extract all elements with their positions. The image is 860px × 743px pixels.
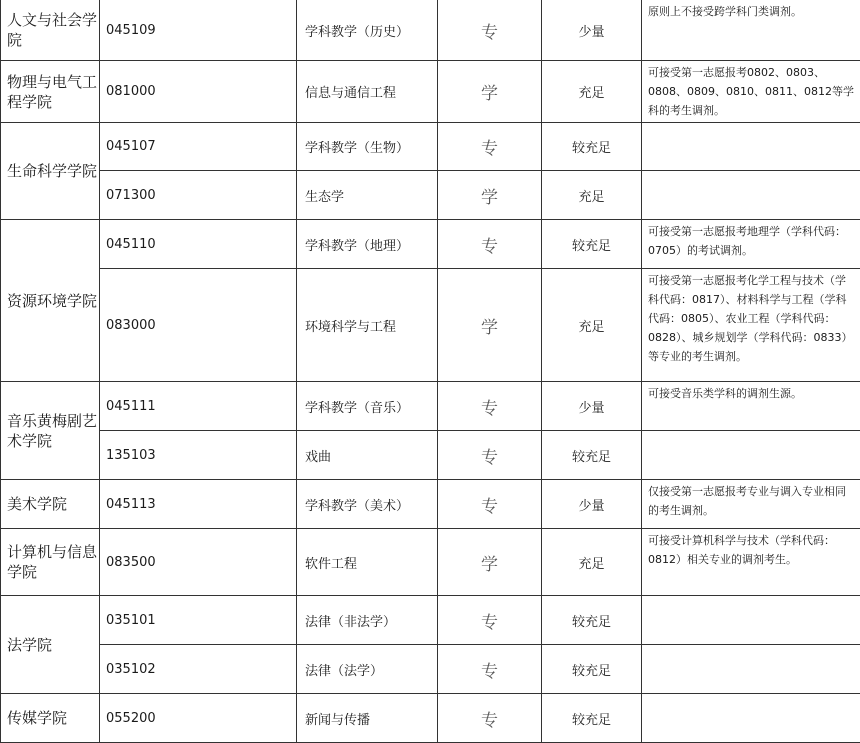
note-cell: 可接受音乐类学科的调剂生源。 (642, 382, 860, 431)
college-cell: 物理与电气工程学院 (1, 61, 100, 123)
degree-type-cell: 专 (438, 596, 542, 645)
major-cell: 信息与通信工程 (297, 61, 438, 123)
subject-code-cell: 035101 (100, 596, 297, 645)
college-cell: 美术学院 (1, 480, 100, 529)
table-row (1, 529, 860, 596)
subject-code-cell: 045107 (100, 123, 297, 171)
major-cell: 学科教学（生物） (297, 123, 438, 171)
table-row (1, 694, 860, 743)
college-cell: 计算机与信息学院 (1, 529, 100, 596)
table-row (1, 431, 860, 480)
table-row (1, 0, 860, 61)
table-row (1, 269, 860, 382)
quota-cell: 充足 (542, 61, 642, 123)
table-row (1, 596, 860, 645)
table-row (1, 61, 860, 123)
college-cell: 生命科学学院 (1, 123, 100, 220)
table-row (1, 645, 860, 694)
table-row (1, 382, 860, 431)
note-cell: 可接受计算机科学与技术（学科代码：0812）相关专业的调剂考生。 (642, 529, 860, 596)
subject-code-cell: 083000 (100, 269, 297, 382)
degree-type-cell: 学 (438, 529, 542, 596)
quota-cell: 较充足 (542, 694, 642, 743)
quota-cell: 较充足 (542, 123, 642, 171)
quota-cell: 少量 (542, 0, 642, 61)
note-cell (642, 123, 860, 171)
subject-code-cell: 055200 (100, 694, 297, 743)
major-cell: 戏曲 (297, 431, 438, 480)
college-cell: 法学院 (1, 596, 100, 694)
quota-cell: 较充足 (542, 220, 642, 269)
subject-code-cell: 045113 (100, 480, 297, 529)
note-cell (642, 431, 860, 480)
quota-cell: 较充足 (542, 596, 642, 645)
note-cell: 可接受第一志愿报考0802、0803、0808、0809、0810、0811、0812等学科的考生调剂。 (642, 61, 860, 123)
degree-type-cell: 专 (438, 431, 542, 480)
note-cell: 仅接受第一志愿报考专业与调入专业相同的考生调剂。 (642, 480, 860, 529)
college-cell: 人文与社会学院 (1, 0, 100, 61)
major-cell: 学科教学（地理） (297, 220, 438, 269)
college-cell: 资源环境学院 (1, 220, 100, 382)
college-cell: 传媒学院 (1, 694, 100, 743)
degree-type-cell: 专 (438, 0, 542, 61)
degree-type-cell: 专 (438, 123, 542, 171)
major-cell: 环境科学与工程 (297, 269, 438, 382)
subject-code-cell: 071300 (100, 171, 297, 220)
quota-cell: 充足 (542, 269, 642, 382)
degree-type-cell: 学 (438, 61, 542, 123)
major-cell: 学科教学（历史） (297, 0, 438, 61)
subject-code-cell: 045110 (100, 220, 297, 269)
major-cell: 软件工程 (297, 529, 438, 596)
subject-code-cell: 083500 (100, 529, 297, 596)
note-cell: 可接受第一志愿报考地理学（学科代码：0705）的考试调剂。 (642, 220, 860, 269)
quota-cell: 较充足 (542, 431, 642, 480)
major-cell: 新闻与传播 (297, 694, 438, 743)
quota-cell: 少量 (542, 382, 642, 431)
note-cell (642, 596, 860, 645)
major-cell: 法律（法学） (297, 645, 438, 694)
degree-type-cell: 学 (438, 171, 542, 220)
degree-type-cell: 学 (438, 269, 542, 382)
note-cell (642, 694, 860, 743)
major-cell: 学科教学（美术） (297, 480, 438, 529)
table-row (1, 171, 860, 220)
subject-code-cell: 045109 (100, 0, 297, 61)
note-cell: 原则上不接受跨学科门类调剂。 (642, 0, 860, 61)
major-cell: 学科教学（音乐） (297, 382, 438, 431)
subject-code-cell: 081000 (100, 61, 297, 123)
subject-code-cell: 135103 (100, 431, 297, 480)
note-cell (642, 171, 860, 220)
table-row (1, 220, 860, 269)
table-row (1, 480, 860, 529)
degree-type-cell: 专 (438, 480, 542, 529)
note-cell: 可接受第一志愿报考化学工程与技术（学科代码：0817）、材料科学与工程（学科代码：0805）、农业工程（学科代码：0828）、城乡规划学（学科代码：0833）等专业的考生调剂。 (642, 269, 860, 382)
quota-cell: 较充足 (542, 645, 642, 694)
quota-cell: 少量 (542, 480, 642, 529)
subject-code-cell: 035102 (100, 645, 297, 694)
degree-type-cell: 专 (438, 694, 542, 743)
quota-cell: 充足 (542, 171, 642, 220)
degree-type-cell: 专 (438, 220, 542, 269)
college-cell: 音乐黄梅剧艺术学院 (1, 382, 100, 480)
table-row (1, 123, 860, 171)
quota-cell: 充足 (542, 529, 642, 596)
major-cell: 法律（非法学） (297, 596, 438, 645)
subject-code-cell: 045111 (100, 382, 297, 431)
degree-type-cell: 专 (438, 645, 542, 694)
note-cell (642, 645, 860, 694)
degree-type-cell: 专 (438, 382, 542, 431)
major-cell: 生态学 (297, 171, 438, 220)
